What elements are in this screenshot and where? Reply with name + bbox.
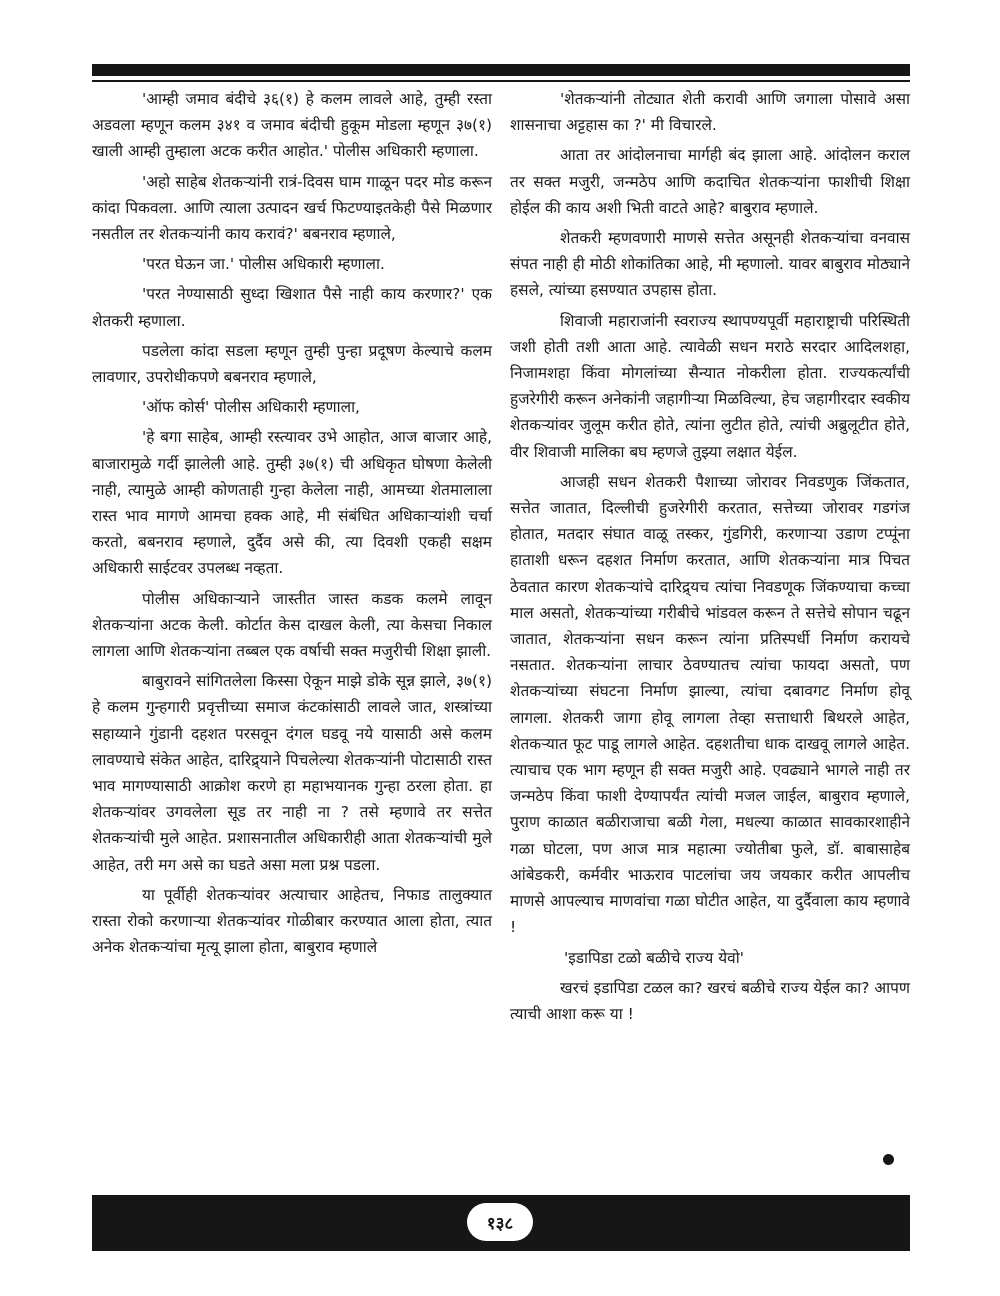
paragraph: 'शेतकऱ्यांनी तोट्यात शेती करावी आणि जगाला पोसावे असा शासनाचा अट्टहास का ?' मी विचारले. <box>510 90 910 135</box>
right-column <box>510 86 910 1031</box>
header-rule-thin <box>92 80 910 82</box>
paragraph: शेतकरी म्हणवणारी माणसे सत्तेत असूनही शेतकऱ्यांचा वनवास संपत नाही ही मोठी शोकांतिका आहे, मी म्हणालो. यावर बाबुराव मोठ्याने हसले, त्यांच्या हसण्यात उपहास होता. <box>510 229 910 300</box>
paragraph: 'हे बगा साहेब, आम्ही रस्त्यावर उभे आहोत, आज बाजार आहे, बाजारामुळे गर्दी झालेली आहे. तुम्ही ३७(१) ची अधिकृत घोषणा केलेली नाही, त्यामुळे आम्ही कोणताही गुन्हा केलेला नाही, आमच्या शेतमालाला रास्त भाव मागणे आमचा हक्क आहे, मी संबंधित अधिकाऱ्यांशी चर्चा करतो, बबनराव म्हणाले, दुर्दैव असे की, त्या दिवशी एकही सक्षम अधिकारी साईटवर उपलब्ध नव्हता. <box>92 428 492 578</box>
paragraph: पडलेला कांदा सडला म्हणून तुम्ही पुन्हा प्रदूषण केल्याचे कलम लावणार, उपरोधीकपणे बबनराव म्हणाले, <box>92 341 492 387</box>
paragraph: बाबुरावने सांगितलेला किस्सा ऐकून माझे डोके सून्न झाले, ३७(१) हे कलम गुन्हगारी प्रवृत्तीच्या समाज कंटकांसाठी लावले जात, शस्त्रांच्या सहाय्याने गुंडानी दहशत परसवून दंगल घडवू नये यासाठी असे कलम लावण्याचे संकेत आहेत, दारिद्र्याने पिचलेल्या शेतकऱ्यांनी पोटासाठी रास्त भाव मागण्यासाठी आक्रोश करणे हा महाभयानक गुन्हा ठरला होता. हा शेतकऱ्यांवर उगवलेला सूड तर नाही ना ? तसे म्हणावे तर सत्तेत शेतकऱ्यांची मुले आहेत. प्रशासनातील अधिकारीही आता शेतकऱ्यांची मुले आहेत, तरी मग असे का घडते असा मला प्रश्न पडला. <box>92 672 492 874</box>
paragraph: 'परत नेण्यासाठी सुध्दा खिशात पैसे नाही काय करणार?' एक शेतकरी म्हणाला. <box>92 285 492 330</box>
header-rule-thick <box>92 64 910 76</box>
paragraph: शिवाजी महाराजांनी स्वराज्य स्थापण्यपूर्वी महाराष्ट्राची परिस्थिती जशी होती तशी आता आहे. त्यावेळी सधन मराठे सरदार आदिलशहा, निजामशहा किंवा मोगलांच्या सैन्यात नोकरीला होता. राज्यकर्त्यांची हुजरेगीरी करून अनेकांनी जहागीऱ्या मिळविल्या, हेच जहागीरदार स्वकीय शेतकऱ्यांवर जुलूम करीत होते, त्यांना लुटीत होते, त्यांची अब्रुलूटीत होते, वीर शिवाजी मालिका बघ म्हणजे तुझ्या लक्षात येईल. <box>510 311 910 461</box>
page-number: १३८ <box>467 1203 533 1241</box>
end-of-article-bullet <box>883 1154 894 1165</box>
slogan-line: 'इडापिडा टळो बळीचे राज्य येवो' <box>564 948 744 967</box>
paragraph: 'परत घेऊन जा.' पोलीस अधिकारी म्हणाला. <box>142 255 385 274</box>
paragraph: 'अहो साहेब शेतकऱ्यांनी रात्रं-दिवस घाम गाळून पदर मोड करून कांदा पिकवला. आणि त्याला उत्पादन खर्च फिटण्याइतकेही पैसे मिळणार नसतील तर शेतकऱ्यांनी काय करावं?' बबनराव म्हणाले, <box>92 172 492 244</box>
paragraph: 'आम्ही जमाव बंदीचे ३६(१) हे कलम लावले आहे, तुम्ही रस्ता अडवला म्हणून कलम ३४१ व जमाव बंदीची हुकूम मोडला म्हणून ३७(१) खाली आम्ही तुम्हाला अटक करीत आहोत.' पोलीस अधिकारी म्हणाला. <box>92 90 492 161</box>
paragraph: 'ऑफ कोर्स' पोलीस अधिकारी म्हणाला, <box>142 398 360 417</box>
paragraph: आता तर आंदोलनाचा मार्गही बंद झाला आहे. आंदोलन कराल तर सक्त मजुरी, जन्मठेप आणि कदाचित शेतकऱ्यांना फाशीची शिक्षा होईल की काय अशी भिती वाटते आहे? बाबुराव म्हणाले. <box>510 146 910 217</box>
paragraph: या पूर्वीही शेतकऱ्यांवर अत्याचार आहेतच, निफाड तालुक्यात रास्ता रोको करणाऱ्या शेतकऱ्यांवर गोळीबार करण्यात आला होता, त्यात अनेक शेतकऱ्यांचा मृत्यू झाला होता, बाबुराव म्हणाले <box>92 885 492 957</box>
paragraph: पोलीस अधिकाऱ्याने जास्तीत जास्त कडक कलमे लावून शेतकऱ्यांना अटक केली. कोर्टात केस दाखल केली, त्या केसचा निकाल लागला आणि शेतकऱ्यांना तब्बल एक वर्षाची सक्त मजुरीची शिक्षा झाली. <box>92 589 492 661</box>
left-column <box>92 86 492 965</box>
closing-paragraph: खरचं इडापिडा टळल का? खरचं बळीचे राज्य येईल का? आपण त्याची आशा करू या ! <box>510 978 910 1023</box>
paragraph: आजही सधन शेतकरी पैशाच्या जोरावर निवडणुक जिंकतात, सत्तेत जातात, दिल्लीची हुजरेगीरी करतात, सत्तेच्या जोरावर गडगंज होतात, मतदार संघात वाळू तस्कर, गुंडगिरी, करणाऱ्या उडाण टप्पूंना हाताशी धरून दहशत निर्माण करतात, आणि शेतकऱ्यांना मात्र पिचत ठेवतात कारण शेतकऱ्यांचे दारिद्र्यच त्यांचा निवडणूक जिंकण्याचा कच्चा माल असतो, शेतकऱ्यांच्या गरीबीचे भांडवल करून ते सत्तेचे सोपान चढून जातात, शेतकऱ्यांना सधन करून त्यांना प्रतिस्पर्धी निर्माण करायचे नसतात. शेतकऱ्यांना लाचार ठेवण्यातच त्यांचा फायदा असतो, पण शेतकऱ्यांच्या संघटना निर्माण झाल्या, त्यांचा दबावगट निर्माण होवू लागला. शेतकरी जागा होवू लागला तेव्हा सत्ताधारी बिथरले आहेत, शेतकऱ्यात फूट पाडू लागले आहेत. दहशतीचा धाक दाखवू लागले आहेत. त्याचाच एक भाग म्हणून ही सक्त मजुरी आहे. एवढ्याने भागले नाही तर जन्मठेप किंवा फाशी देण्यापर्यंत त्यांची मजल जाईल, बाबुराव म्हणाले, पुराण काळात बळीराजाचा बळी गेला, मधल्या काळात सावकारशाहीने गळा घोटला, पण आज मात्र महात्मा ज्योतीबा फुले, डॉ. बाबासाहेब आंबेडकरी, कर्मवीर भाऊराव पाटलांचा जय जयकार करीत आपलीच माणसे आपल्याच माणवांचा गळा घोटीत आहेत, या दुर्दैवाला काय म्हणावे ! <box>510 472 910 937</box>
